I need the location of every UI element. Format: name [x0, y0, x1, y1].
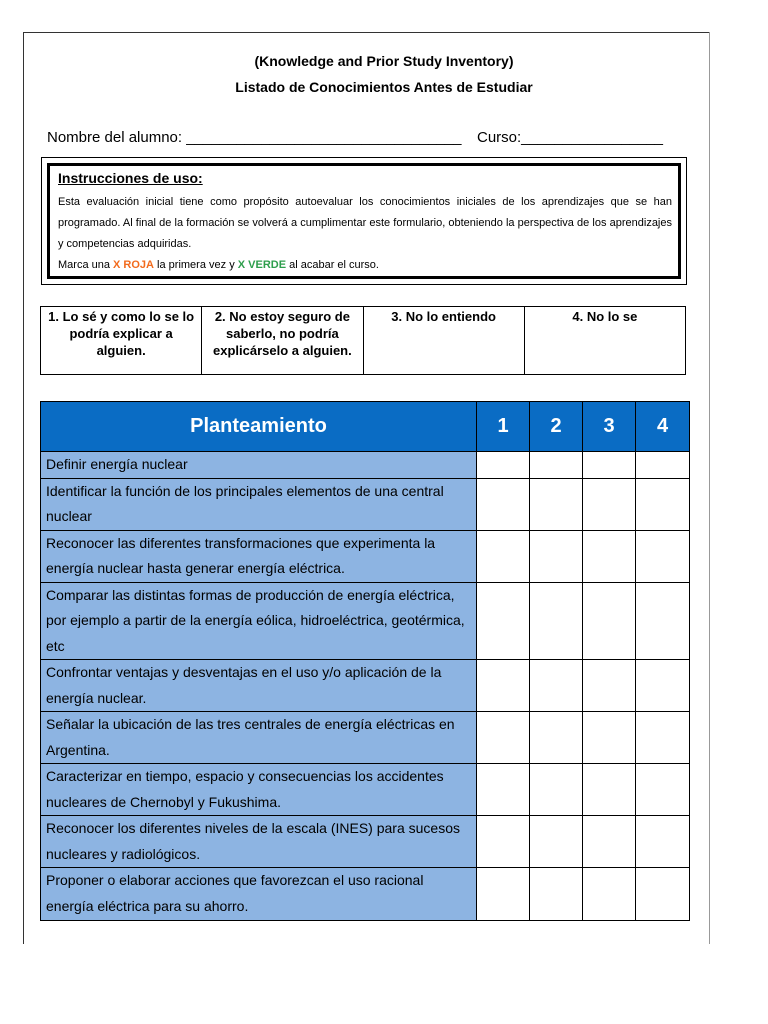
- answer-cell[interactable]: [636, 764, 690, 816]
- answer-cell[interactable]: [477, 530, 530, 582]
- instructions-body: Esta evaluación inicial tiene como propósito autoevaluar los conocimientos iniciales de los aprendizajes que se han programado. Al final de la formación se volverá a cumplimentar este formulario, obteniendo la perspectiva de los aprendizajes y competencias adquiridas.: [58, 196, 672, 250]
- answer-cell[interactable]: [636, 530, 690, 582]
- legend-table: [40, 306, 686, 375]
- answer-cell[interactable]: [477, 816, 530, 868]
- page-border-right: [709, 32, 710, 944]
- answer-cell[interactable]: [530, 660, 583, 712]
- answer-cell[interactable]: [583, 868, 636, 921]
- row-statement: Reconocer las diferentes transformaciones que experimenta la energía nuclear hasta generar energía eléctrica.: [41, 530, 477, 582]
- answer-cell[interactable]: [477, 764, 530, 816]
- answer-cell[interactable]: [477, 868, 530, 921]
- table-row: [41, 530, 690, 582]
- answer-cell[interactable]: [583, 530, 636, 582]
- instructions-mark-line: [58, 255, 672, 275]
- answer-cell[interactable]: [530, 582, 583, 660]
- answer-cell[interactable]: [477, 712, 530, 764]
- instructions-box: [41, 157, 687, 285]
- mark-middle: la primera vez y: [154, 259, 238, 271]
- row-statement: Proponer o elaborar acciones que favorezcan el uso racional energía eléctrica para su ahorro.: [41, 868, 477, 921]
- answer-cell[interactable]: [477, 452, 530, 479]
- answer-cell[interactable]: [636, 816, 690, 868]
- answer-cell[interactable]: [530, 530, 583, 582]
- table-row: [41, 712, 690, 764]
- course-field[interactable]: Curso:_________________: [477, 129, 663, 146]
- table-row: [41, 582, 690, 660]
- row-statement: Identificar la función de los principales elementos de una central nuclear: [41, 478, 477, 530]
- legend-item-2: 2. No estoy seguro de saberlo, no podría explicárselo a alguien.: [202, 307, 363, 375]
- page-border-left: [23, 32, 24, 944]
- table-row: [41, 452, 690, 479]
- legend-row: [41, 307, 686, 375]
- table-row: [41, 764, 690, 816]
- answer-cell[interactable]: [530, 712, 583, 764]
- assessment-table: [40, 401, 690, 921]
- document-title: (Knowledge and Prior Study Inventory): [254, 53, 514, 69]
- assessment-header-row: [41, 402, 690, 452]
- instructions-inner: [47, 163, 681, 279]
- header-col-4: 4: [636, 402, 690, 452]
- answer-cell[interactable]: [530, 816, 583, 868]
- row-statement: Caracterizar en tiempo, espacio y consecuencias los accidentes nucleares de Chernobyl y Fukushima.: [41, 764, 477, 816]
- page-border-top: [23, 32, 709, 33]
- answer-cell[interactable]: [636, 582, 690, 660]
- answer-cell[interactable]: [530, 478, 583, 530]
- answer-cell[interactable]: [583, 816, 636, 868]
- legend-item-1: 1. Lo sé y como lo se lo podría explicar a alguien.: [41, 307, 202, 375]
- student-info-row: [47, 129, 687, 146]
- answer-cell[interactable]: [583, 582, 636, 660]
- table-row: [41, 868, 690, 921]
- mark-prefix: Marca una: [58, 259, 114, 271]
- table-row: [41, 816, 690, 868]
- row-statement: Señalar la ubicación de las tres centrales de energía eléctricas en Argentina.: [41, 712, 477, 764]
- answer-cell[interactable]: [477, 478, 530, 530]
- answer-cell[interactable]: [636, 660, 690, 712]
- header-col-2: 2: [530, 402, 583, 452]
- answer-cell[interactable]: [530, 452, 583, 479]
- header-col-1: 1: [477, 402, 530, 452]
- row-statement: Reconocer los diferentes niveles de la escala (INES) para sucesos nucleares y radiológicos.: [41, 816, 477, 868]
- answer-cell[interactable]: [583, 712, 636, 764]
- answer-cell[interactable]: [636, 452, 690, 479]
- legend-item-3: 3. No lo entiendo: [363, 307, 524, 375]
- header-planteamiento: Planteamiento: [41, 402, 477, 452]
- table-row: [41, 660, 690, 712]
- answer-cell[interactable]: [636, 712, 690, 764]
- row-statement: Comparar las distintas formas de producción de energía eléctrica, por ejemplo a partir de la energía eólica, hidroeléctrica, geotérmica, etc: [41, 582, 477, 660]
- instructions-title: Instrucciones de uso:: [58, 170, 203, 186]
- mark-red: X ROJA: [113, 259, 154, 271]
- row-statement: Definir energía nuclear: [41, 452, 477, 479]
- answer-cell[interactable]: [477, 582, 530, 660]
- mark-green: X VERDE: [237, 259, 287, 271]
- legend-item-4: 4. No lo se: [524, 307, 685, 375]
- answer-cell[interactable]: [583, 660, 636, 712]
- answer-cell[interactable]: [636, 478, 690, 530]
- answer-cell[interactable]: [530, 764, 583, 816]
- answer-cell[interactable]: [583, 764, 636, 816]
- row-statement: Confrontar ventajas y desventajas en el uso y/o aplicación de la energía nuclear.: [41, 660, 477, 712]
- table-row: [41, 478, 690, 530]
- answer-cell[interactable]: [636, 868, 690, 921]
- answer-cell[interactable]: [583, 478, 636, 530]
- answer-cell[interactable]: [583, 452, 636, 479]
- answer-cell[interactable]: [530, 868, 583, 921]
- document-subtitle: Listado de Conocimientos Antes de Estudiar: [235, 79, 533, 95]
- student-name-field[interactable]: Nombre del alumno: _________________________________: [47, 129, 462, 146]
- mark-suffix: al acabar el curso.: [286, 259, 379, 271]
- answer-cell[interactable]: [477, 660, 530, 712]
- header-col-3: 3: [583, 402, 636, 452]
